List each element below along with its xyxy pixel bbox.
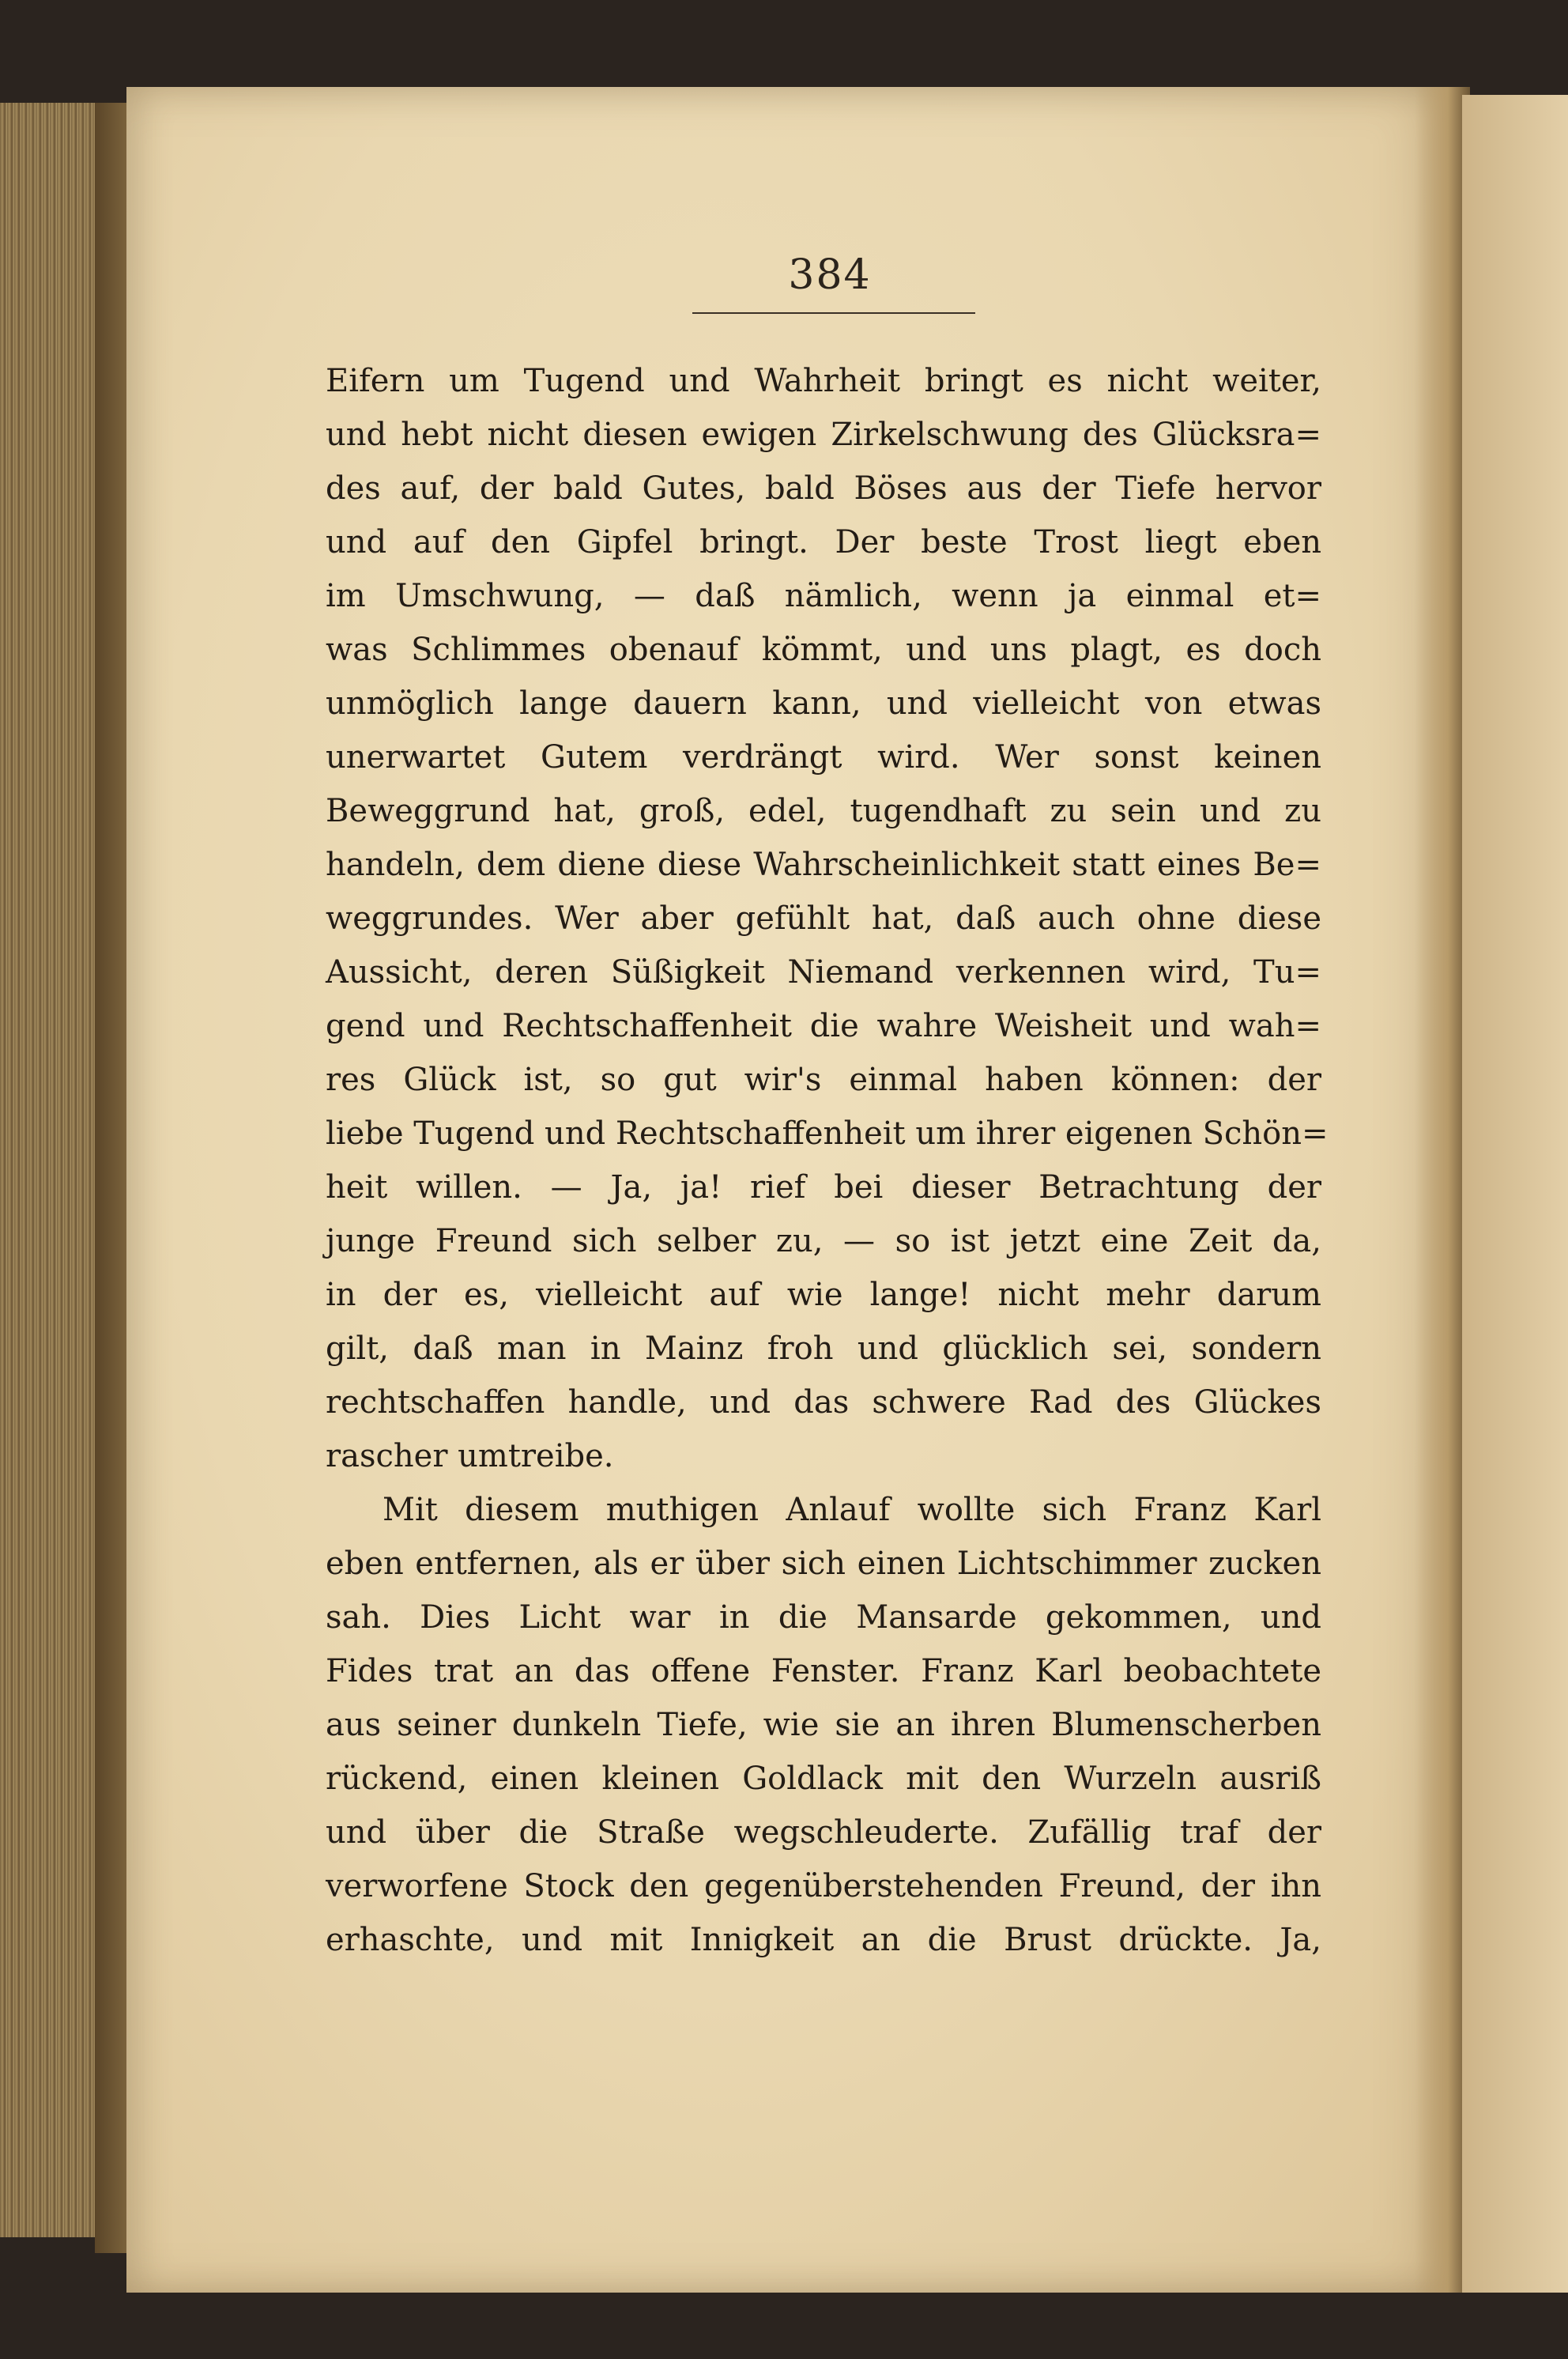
text-line: verworfene Stock den gegenüberstehenden Freund, der ihn — [326, 1868, 1321, 1904]
text-line: aus seiner dunkeln Tiefe, wie sie an ihren Blumenscherben — [326, 1707, 1321, 1743]
text-line: Fides trat an das offene Fenster. Franz Karl beobachtete — [326, 1653, 1321, 1689]
text-line: junge Freund sich selber zu, — so ist jetzt eine Zeit da, — [326, 1223, 1321, 1259]
text-line: handeln, dem diene diese Wahrscheinlichkeit statt eines Be= — [326, 847, 1321, 883]
text-line: rechtschaffen handle, und das schwere Rad des Glückes — [326, 1384, 1321, 1421]
text-line: und hebt nicht diesen ewigen Zirkelschwung des Glücksra= — [326, 417, 1321, 453]
text-line: erhaschte, und mit Innigkeit an die Brust drückte. Ja, — [326, 1922, 1321, 1958]
text-line: rückend, einen kleinen Goldlack mit den Wurzeln ausriß — [326, 1761, 1321, 1797]
text-line: unmöglich lange dauern kann, und vielleicht von etwas — [326, 685, 1321, 722]
facing-page-edge — [1462, 95, 1568, 2293]
text-line: heit willen. — Ja, ja! rief bei dieser Betrachtung der — [326, 1169, 1321, 1206]
text-line: Aussicht, deren Süßigkeit Niemand verkennen wird, Tu= — [326, 954, 1321, 991]
text-line: liebe Tugend und Rechtschaffenheit um ihrer eigenen Schön= — [326, 1115, 1329, 1152]
book-page-edges — [0, 103, 111, 2237]
text-line: und auf den Gipfel bringt. Der beste Trost liegt eben — [326, 524, 1321, 560]
text-line: weggrundes. Wer aber gefühlt hat, daß auch ohne diese — [326, 900, 1321, 937]
text-line: Eifern um Tugend und Wahrheit bringt es nicht weiter, — [326, 363, 1321, 399]
text-line: im Umschwung, — daß nämlich, wenn ja einmal et= — [326, 578, 1321, 614]
text-line: Mit diesem muthigen Anlauf wollte sich Franz Karl — [383, 1492, 1321, 1528]
text-line: sah. Dies Licht war in die Mansarde gekommen, und — [326, 1599, 1321, 1636]
text-line: rascher umtreibe. — [326, 1438, 614, 1474]
text-line: eben entfernen, als er über sich einen Lichtschimmer zucken — [326, 1546, 1321, 1582]
text-line: unerwartet Gutem verdrängt wird. Wer sonst keinen — [326, 739, 1321, 776]
text-line: und über die Straße wegschleuderte. Zufällig traf der — [326, 1814, 1321, 1851]
text-line: gilt, daß man in Mainz froh und glücklich sei, sondern — [326, 1330, 1321, 1367]
text-line: res Glück ist, so gut wir's einmal haben können: der — [326, 1062, 1321, 1098]
text-line: des auf, der bald Gutes, bald Böses aus der Tiefe hervor — [326, 470, 1321, 507]
text-line: gend und Rechtschaffenheit die wahre Weisheit und wah= — [326, 1008, 1321, 1044]
page-number: 384 — [788, 251, 872, 299]
text-line: in der es, vielleicht auf wie lange! nicht mehr darum — [326, 1277, 1321, 1313]
text-line: was Schlimmes obenauf kömmt, und uns plagt, es doch — [326, 632, 1321, 668]
header-rule — [692, 312, 975, 314]
text-line: Beweggrund hat, groß, edel, tugendhaft zu sein und zu — [326, 793, 1321, 829]
page-text — [326, 354, 1329, 1967]
